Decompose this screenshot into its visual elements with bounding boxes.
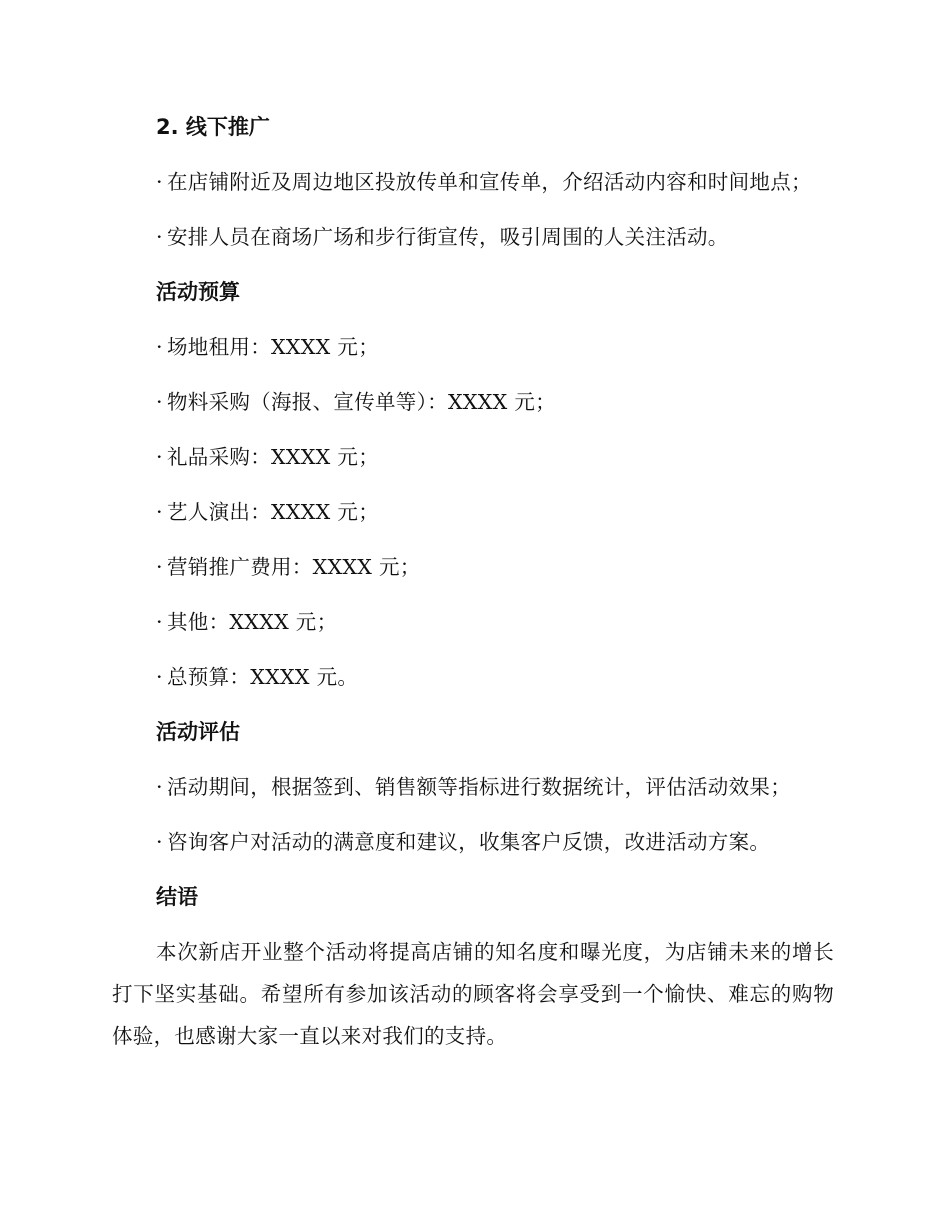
list-item: · 艺人演出：XXXX 元； xyxy=(112,491,834,533)
section-heading-conclusion: 结语 xyxy=(156,885,198,909)
list-item: · 营销推广费用：XXXX 元； xyxy=(112,546,834,588)
section-heading-evaluation: 活动评估 xyxy=(156,720,240,744)
list-item: · 在店铺附近及周边地区投放传单和宣传单，介绍活动内容和时间地点； xyxy=(112,161,834,203)
bullet-icon: · xyxy=(156,610,163,634)
bullet-icon: · xyxy=(156,775,163,799)
bullet-icon: · xyxy=(156,170,163,194)
list-item: · 咨询客户对活动的满意度和建议，收集客户反馈，改进活动方案。 xyxy=(112,821,834,863)
bullet-icon: · xyxy=(156,390,163,414)
bullet-icon: · xyxy=(156,665,163,689)
bullet-icon: · xyxy=(156,830,163,854)
bullet-icon: · xyxy=(156,500,163,524)
section-heading-budget: 活动预算 xyxy=(156,280,240,304)
list-item: · 其他：XXXX 元； xyxy=(112,601,834,643)
document-body xyxy=(112,106,834,1057)
list-item: · 安排人员在商场广场和步行街宣传，吸引周围的人关注活动。 xyxy=(112,216,834,258)
list-item: · 活动期间，根据签到、销售额等指标进行数据统计，评估活动效果； xyxy=(112,766,834,808)
list-item: · 礼品采购：XXXX 元； xyxy=(112,436,834,478)
bullet-icon: · xyxy=(156,335,163,359)
conclusion-paragraph: 本次新店开业整个活动将提高店铺的知名度和曝光度，为店铺未来的增长打下坚实基础。希望所有参加该活动的顾客将会享受到一个愉快、难忘的购物体验，也感谢大家一直以来对我们的支持。 xyxy=(112,940,834,1048)
list-item: · 总预算：XXXX 元。 xyxy=(112,656,834,698)
section-heading-offline-promotion: 2. 线下推广 xyxy=(156,115,270,139)
bullet-icon: · xyxy=(156,445,163,469)
list-item: · 场地租用：XXXX 元； xyxy=(112,326,834,368)
list-item: · 物料采购（海报、宣传单等）：XXXX 元； xyxy=(112,381,834,423)
bullet-icon: · xyxy=(156,555,163,579)
bullet-icon: · xyxy=(156,225,163,249)
